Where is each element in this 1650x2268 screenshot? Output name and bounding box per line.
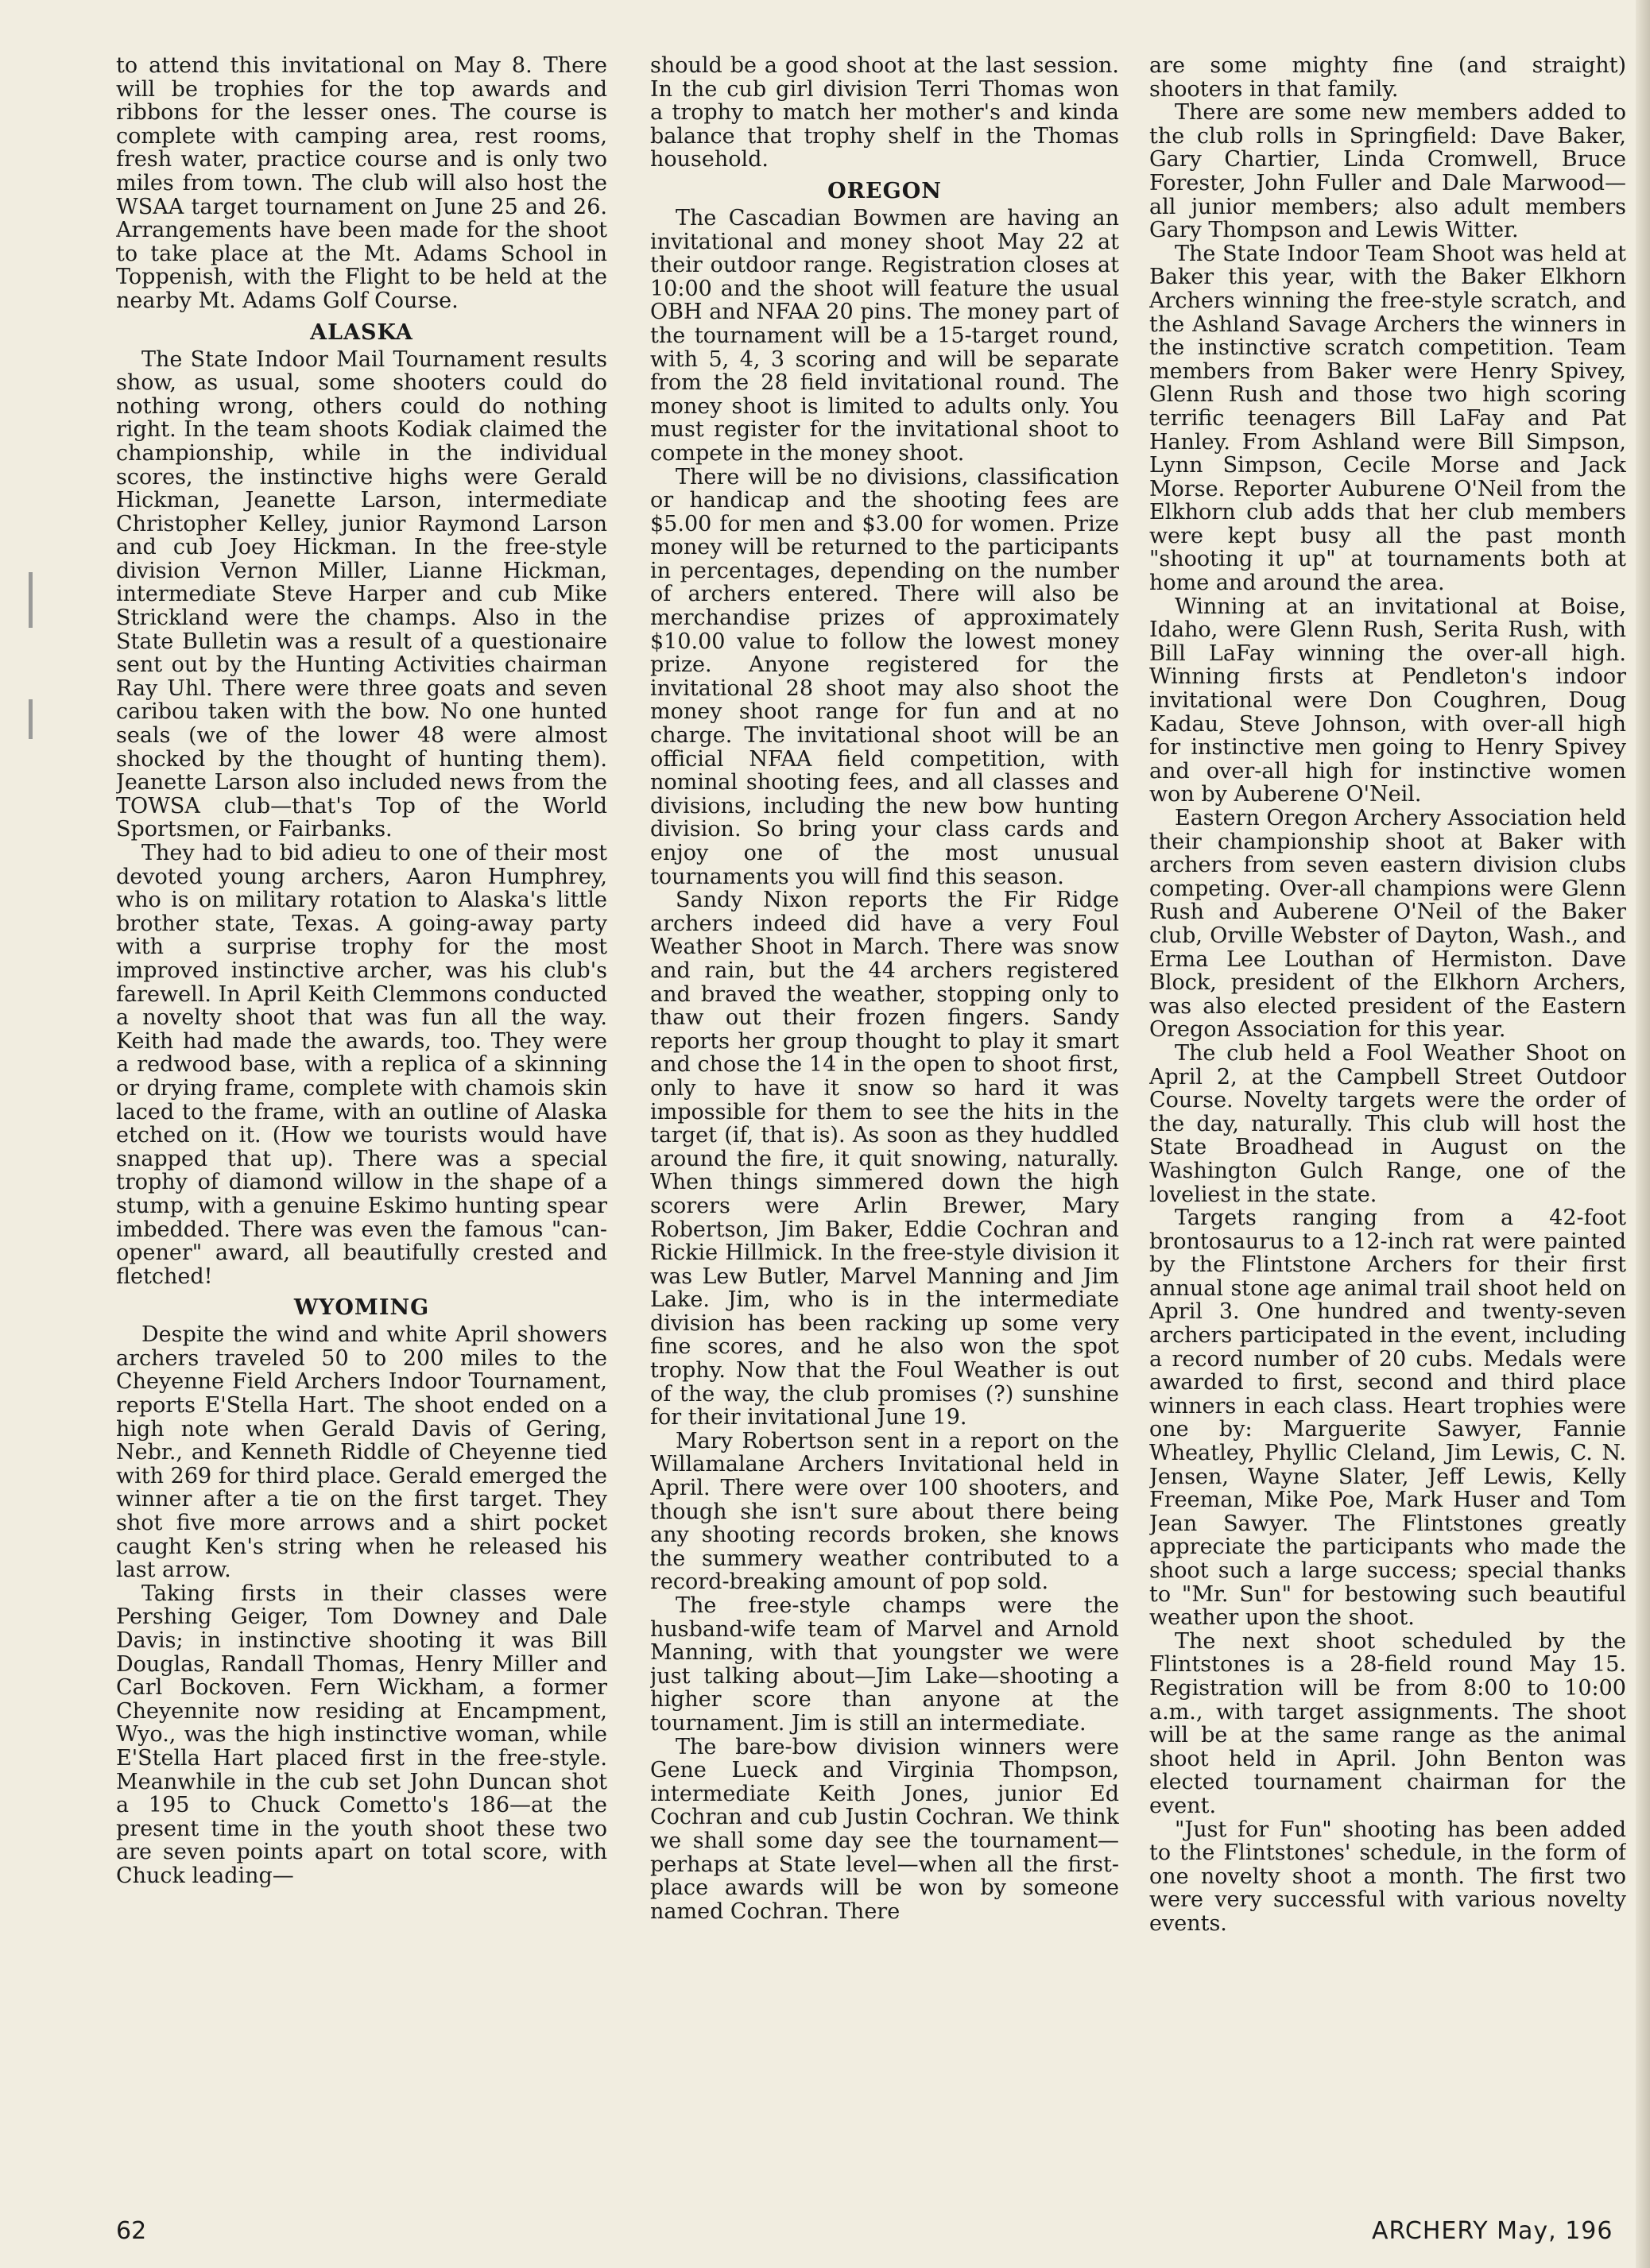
column-2 (650, 54, 1119, 2192)
paragraph: The next shoot scheduled by the Flintstones is a 28-field round May 15. Registration will be from 8:00 to 10:00 a.m., with target assignments. The shoot will be at the same range as the animal shoot held in April. John Benton was elected tournament chairman for the event. (1149, 1628, 1626, 1818)
paragraph: Taking firsts in their classes were Pershing Geiger, Tom Downey and Dale Davis; in instinctive shooting it was Bill Douglas, Randall Thomas, Henry Miller and Carl Bockoven. Fern Wickham, a former Cheyennite now residing at Encampment, Wyo., was the high instinctive woman, while E'Stella Hart placed first in the free-style. Meanwhile in the cub set John Duncan shot a 195 to Chuck Cometto's 186—at the present time in the youth shoot these two are seven points apart on total score, with Chuck leading— (116, 1581, 607, 1888)
paragraph: There will be no divisions, classification or handicap and the shooting fees are $5.00 for men and $3.00 for women. Prize money will be returned to the participants in percentages, depending on the number of archers entered. There will also be merchandise prizes of approximately $10.00 value to follow the lowest money prize. Anyone registered for the invitational 28 shoot may also shoot the money shoot range for fun and at no charge. The invitational shoot will be an official NFAA field competition, with nominal shooting fees, and all classes and divisions, including the new bow hunting division. So bring your class cards and enjoy one of the most unusual tournaments you will find this season. (650, 464, 1119, 889)
article-body (0, 54, 1650, 2200)
magazine-footer: ARCHERY May, 196 (1372, 2217, 1613, 2245)
paragraph: The club held a Fool Weather Shoot on April 2, at the Campbell Street Outdoor Course. Novelty targets were the order of the day, naturally. This club will host the State Broadhead in August on the Washington Gulch Range, one of the loveliest in the state. (1149, 1040, 1626, 1207)
paragraph: Targets ranging from a 42-foot brontosaurus to a 12-inch rat were painted by the Flintstone Archers for their first annual stone age animal trail shoot held on April 3. One hundred and twenty-seven archers participated in the event, including a record number of 20 cubs. Medals were awarded to first, second and third place winners in each class. Heart trophies were one by: Marguerite Sawyer, Fannie Wheatley, Phyllic Cleland, Jim Lewis, C. N. Jensen, Wayne Slater, Jeff Lewis, Kelly Freeman, Mike Poe, Mark Huser and Tom Jean Sawyer. The Flintstones greatly appreciate the participants who made the shoot such a large success; special thanks to "Mr. Sun" for bestowing such beautiful weather upon the shoot. (1149, 1206, 1626, 1631)
column-1 (116, 54, 607, 2192)
section-heading-oregon: OREGON (827, 178, 942, 203)
section-heading-wyoming: WYOMING (293, 1295, 430, 1321)
section-heading-alaska: ALASKA (310, 319, 413, 345)
paragraph: The State Indoor Team Shoot was held at Baker this year, with the Baker Elkhorn Archers winning the free-style scratch, and the Ashland Savage Archers the winners in the instinctive scratch competition. Team members from Baker were Henry Spivey, Glenn Rush and those two high scoring terrific teenagers Bill LaFay and Pat Hanley. From Ashland were Bill Simpson, Lynn Simpson, Cecile Morse and Jack Morse. Reporter Auburene O'Neil from the Elkhorn club adds that her club members were kept busy all the past month "shooting it up" at tournaments both at home and around the area. (1149, 241, 1626, 596)
paragraph: Winning at an invitational at Boise, Idaho, were Glenn Rush, Serita Rush, with Bill LaFay winning the over-all high. Winning firsts at Pendleton's indoor invitational were Don Coughren, Doug Kadau, Steve Johnson, with over-all high for instinctive men going to Henry Spivey and over-all high for instinctive women won by Auberene O'Neil. (1149, 594, 1626, 807)
paragraph: The free-style champs were the husband-wife team of Marvel and Arnold Manning, with that youngster we were just talking about—Jim Lake—shooting a higher score than anyone at the tournament. Jim is still an intermediate. (650, 1593, 1119, 1736)
paragraph: They had to bid adieu to one of their most devoted young archers, Aaron Humphrey, who is on military rotation to Alaska's little brother state, Texas. A going-away party with a surprise trophy for the most improved instinctive archer, was his club's farewell. In April Keith Clemmons conducted a novelty shoot that was fun all the way. Keith had made the awards, too. They were a redwood base, with a replica of a skinning or drying frame, complete with chamois skin laced to the frame, with an outline of Alaska etched on it. (How we tourists would have snapped that up). There was a special trophy of diamond willow in the shape of a stump, with a genuine Eskimo hunting spear imbedded. There was even the famous "can-opener" award, all beautifully crested and fletched! (116, 841, 607, 1289)
paragraph: Sandy Nixon reports the Fir Ridge archers indeed did have a very Foul Weather Shoot in March. There was snow and rain, but the 44 archers registered and braved the weather, stopping only to thaw out their frozen fingers. Sandy reports her group thought to play it smart and chose the 14 in the open to shoot first, only to have it snow so hard it was impossible for them to see the hits in the target (if, that is). As soon as they huddled around the fire, it quit snowing, naturally. When things simmered down the high scorers were Arlin Brewer, Mary Robertson, Jim Baker, Eddie Cochran and Rickie Hillmick. In the free-style division it was Lew Butler, Marvel Manning and Jim Lake. Jim, who is in the intermediate division has been racking up some very fine scores, and he also won the spot trophy. Now that the Foul Weather is out of the way, the club promises (?) sunshine for their invitational June 19. (650, 888, 1119, 1430)
paragraph: should be a good shoot at the last session. In the cub girl division Terri Thomas won a trophy to match her mother's and kinda balance that trophy shelf in the Thomas household. (650, 54, 1119, 172)
paragraph: to attend this invitational on May 8. There will be trophies for the top awards and ribbons for the lesser ones. The course is complete with camping area, rest rooms, fresh water, practice course and is only two miles from town. The club will also host the WSAA target tournament on June 25 and 26. Arrangements have been made for the shoot to take place at the Mt. Adams School in Toppenish, with the Flight to be held at the nearby Mt. Adams Golf Course. (116, 54, 607, 313)
column-3 (1149, 54, 1626, 2192)
page-number: 62 (116, 2217, 147, 2245)
paragraph: There are some new members added to the club rolls in Springfield: Dave Baker, Gary Chartier, Linda Cromwell, Bruce Forester, John Fuller and Dale Marwood—all junior members; also adult members Gary Thompson and Lewis Witter. (1149, 100, 1626, 243)
paragraph: Eastern Oregon Archery Association held their championship shoot at Baker with archers from seven eastern division clubs competing. Over-all champions were Glenn Rush and Auberene O'Neil of the Baker club, Orville Webster of Dayton, Wash., and Erma Lee Louthan of Hermiston. Dave Block, president of the Elkhorn Archers, was also elected president of the Eastern Oregon Association for this year. (1149, 806, 1626, 1043)
paragraph: The State Indoor Mail Tournament results show, as usual, some shooters could do nothing wrong, others could do nothing right. In the team shoots Kodiak claimed the championship, while in the individual scores, the instinctive highs were Gerald Hickman, Jeanette Larson, intermediate Christopher Kelley, junior Raymond Larson and cub Joey Hickman. In the free-style division Vernon Miller, Lianne Hickman, intermediate Steve Harper and cub Mike Strickland were the champs. Also in the State Bulletin was a result of a questionaire sent out by the Hunting Activities chairman Ray Uhl. There were three goats and seven caribou taken with the bow. No one hunted seals (we of the lower 48 were almost shocked by the thought of hunting them). Jeanette Larson also included news from the TOWSA club—that's Top of the World Sportsmen, or Fairbanks. (116, 346, 607, 842)
paragraph: The Cascadian Bowmen are having an invitational and money shoot May 22 at their outdoor range. Registration closes at 10:00 and the shoot will feature the usual OBH and NFAA 20 pins. The money part of the tournament will be a 15-target round, with 5, 4, 3 scoring and will be separate from the 28 field invitational round. The money shoot is limited to adults only. You must register for the invitational shoot to compete in the money shoot. (650, 205, 1119, 466)
paragraph: Despite the wind and white April showers archers traveled 50 to 200 miles to the Cheyenne Field Archers Indoor Tournament, reports E'Stella Hart. The shoot ended on a high note when Gerald Davis of Gering, Nebr., and Kenneth Riddle of Cheyenne tied with 269 for third place. Gerald emerged the winner after a tie on the first target. They shot five more arrows and a shirt pocket caught Ken's string when he released his last arrow. (116, 1322, 607, 1583)
paragraph: are some mighty fine (and straight) shooters in that family. (1149, 54, 1626, 102)
paragraph: Mary Robertson sent in a report on the Willamalane Archers Invitational held in April. There were over 100 shooters, and though she isn't sure about there being any shooting records broken, she knows the summery weather contributed to a record-breaking amount of pop sold. (650, 1428, 1119, 1595)
paragraph: The bare-bow division winners were Gene Lueck and Virginia Thompson, intermediate Keith Jones, junior Ed Cochran and cub Justin Cochran. We think we shall some day see the tournament—perhaps at State level—when all the first-place awards will be won by someone named Cochran. There (650, 1734, 1119, 1924)
paragraph: "Just for Fun" shooting has been added to the Flintstones' schedule, in the form of one novelty shoot a month. The first two were very successful with various novelty events. (1149, 1817, 1626, 1936)
